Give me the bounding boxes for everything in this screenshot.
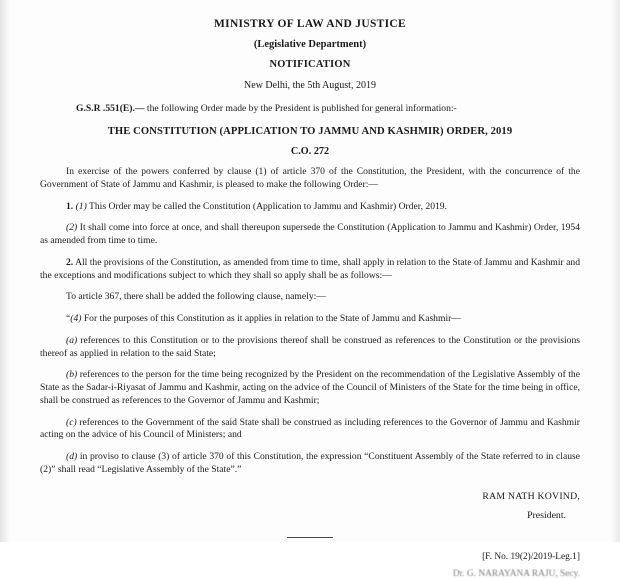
clause-4-lead: “(4) For the purposes of this Constitution as it applies in relation to the State of Jammu and Kashmir— [66, 313, 461, 324]
preamble-paragraph: In exercise of the powers conferred by clause (1) of article 370 of the Constitution, the President, with the concurrence of the Government of State of Jammu and Kashmir, is pleased to make the following Order:— [40, 166, 580, 190]
clause-1-2: (2) It shall come into force at once, and shall thereupon supersede the Constitution (Application to Jammu and Kashmir) Order, 1954 as amended from time to time. [40, 222, 580, 246]
clause-1-1: 1. (1) This Order may be called the Constitution (Application to Jammu and Kashmir) Order, 2019. [66, 200, 447, 212]
signer-name: RAM NATH KOVIND, [482, 490, 580, 502]
department-heading: (Legislative Department) [253, 39, 367, 50]
co-number: C.O. 272 [290, 146, 330, 157]
gsr-line [40, 103, 580, 114]
page-right-shadow [610, 0, 620, 542]
ministry-heading: MINISTRY OF LAW AND JUSTICE [214, 18, 406, 30]
article-367-lead: To article 367, there shall be added the following clause, namely:— [66, 291, 326, 303]
signer-title: President. [527, 509, 566, 521]
clause-2: 2. All the provisions of the Constitution, as amended from time to time, shall apply in relation to the State of Jammu and Kashmir and the exceptions and modifications subject to which they shall so apply shall be as follows:— [40, 256, 580, 281]
clause-c: (c) references to the Government of the said State shall be construed as including references to the Governor of Jammu and Kashmir acting on the advice of his Council of Ministers; and [40, 416, 580, 441]
gsr-number: G.S.R .551(E).— [76, 103, 145, 114]
clause-a: (a) references to this Constitution or to the provisions thereof shall be construed as references to the Constitution or the provisions thereof as applied in relation to the said State; [40, 334, 580, 359]
gsr-text: the following Order made by the President is published for general information:- [144, 103, 457, 114]
file-number: [F. No. 19(2)/2019-Leg.1] [482, 551, 580, 562]
clause-d: (d) in proviso to clause (3) of article 370 of this Constitution, the expression “Constituent Assembly of the State referred to in clause (2)” shall read “Legislative Assembly of the State”.” [40, 451, 580, 475]
clause-b: (b) references to the person for the time being recognized by the President on the recommendation of the Legislative Assembly of the State as the Sadar-i-Riyasat of Jammu and Kashmir, acting on the advice of the Council of Ministers of the State for the time being in office, shall be construed as references to the Governor of Jammu and Kashmir; [40, 369, 580, 406]
page-left-shadow [0, 0, 10, 542]
secretary-name: Dr. G. NARAYANA RAJU, Secy. [452, 568, 580, 579]
notification-heading: NOTIFICATION [269, 59, 351, 70]
place-and-date: New Delhi, the 5th August, 2019 [244, 80, 376, 91]
divider-rule [287, 537, 333, 538]
order-title: THE CONSTITUTION (APPLICATION TO JAMMU AND KASHMIR) ORDER, 2019 [107, 126, 513, 137]
